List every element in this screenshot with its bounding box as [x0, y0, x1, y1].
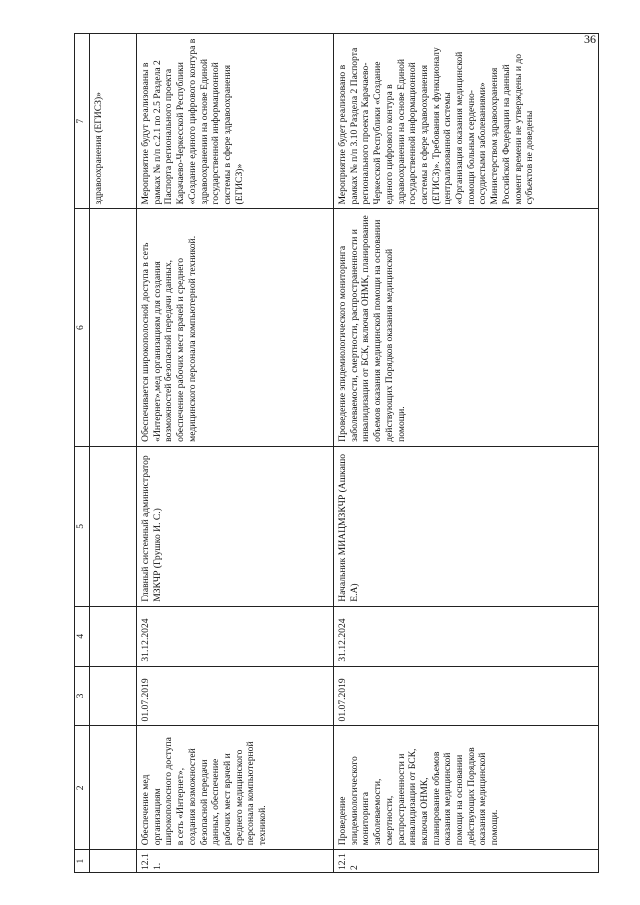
- cont-cell-6: [90, 208, 137, 445]
- header-col-4: 4: [75, 606, 90, 666]
- cont-cell-notes: здравоохранения (ЕГИСЗ)»: [90, 33, 137, 208]
- header-col-6: 6: [75, 208, 90, 445]
- expected-result: Обеспечивается широкополосной доступа в сеть «Интернет»,мед организациям для создания возможностей безопасной передачи данных, обеспечение рабочих мест врачей и среднего медицинского персонала компьютерной техникой.: [137, 208, 334, 445]
- notes-text: Мероприятие будет реализовано в рамках № п/п 3.10 Раздела 2 Паспорта регионального проекта Карачаево-Черкесской Республики «Создание единого цифрового контура в здравоохранении на основе Единой государственной информационной системы в сфере здравоохранения (ЕГИСЗ)». Требования к функционалу централизованной системы «Организация оказания медицинской помощи больным сердечно-сосудистыми заболеваниями» Министерством здравоохранения Российской Федерации на данный момент времени не утверждены и до субъектов не доведены: [334, 33, 599, 208]
- header-col-3: 3: [75, 666, 90, 726]
- cont-cell-4: [90, 606, 137, 666]
- activity-text: Проведение эпидемиологического мониторинга заболеваемости, смертности, распространенности и инвалидизации от БСК, включая ОНМК, планирование объемов оказания медицинской помощи на основании действующих Порядков оказания медицинской помощи.: [334, 725, 599, 849]
- header-col-7: 7: [75, 33, 90, 208]
- header-col-5: 5: [75, 446, 90, 606]
- header-col-1: 1: [75, 849, 90, 872]
- rotated-table-container: [74, 33, 586, 873]
- expected-result: Проведение эпидемиологического мониторинга заболеваемости, смертности, распространенности и инвалидизации от БСК, включая ОНМК, планирование объемов оказания медицинской помощи на основании действующих Порядков оказания медицинской помощи.: [334, 208, 599, 445]
- page-number: 36: [584, 32, 596, 46]
- table-row: [334, 33, 599, 872]
- notes-text: Мероприятие будут реализованы в рамках № п/п с.2.1 по 2.5 Раздела 2 Паспорта регионального проекта Карачаево-Черкесской Республики «Создание единого цифрового контура в здравоохранении на основе Единой государственной информационной системы в сфере здравоохранения (ЕГИСЗ)»: [137, 33, 334, 208]
- cont-cell-1: [90, 849, 137, 872]
- activity-text: Обеспечение мед организациям широкополосного доступа в сеть «Интернет», создания возможностей безопасной передачи данных, обеспечение рабочих мест врачей и среднего медицинского персонала компьютерной техникой.: [137, 725, 334, 849]
- cont-cell-3: [90, 666, 137, 726]
- start-date: 01.07.2019: [334, 666, 599, 726]
- header-row: [75, 33, 90, 872]
- cont-cell-5: [90, 446, 137, 606]
- start-date: 01.07.2019: [137, 666, 334, 726]
- end-date: 31.12.2024: [334, 606, 599, 666]
- header-col-2: 2: [75, 725, 90, 849]
- cont-cell-2: [90, 725, 137, 849]
- row-number: 12.12: [334, 849, 599, 872]
- table-row: [137, 33, 334, 872]
- continuation-row: [90, 33, 137, 872]
- row-number: 12.11.: [137, 849, 334, 872]
- activities-table: [74, 33, 599, 873]
- responsible-person: Главный системный администратор МЗКЧР (Грушко И. С.): [137, 446, 334, 606]
- responsible-person: Начальник МИАЦМЗКЧР (Ашкашо Е.А): [334, 446, 599, 606]
- end-date: 31.12.2024: [137, 606, 334, 666]
